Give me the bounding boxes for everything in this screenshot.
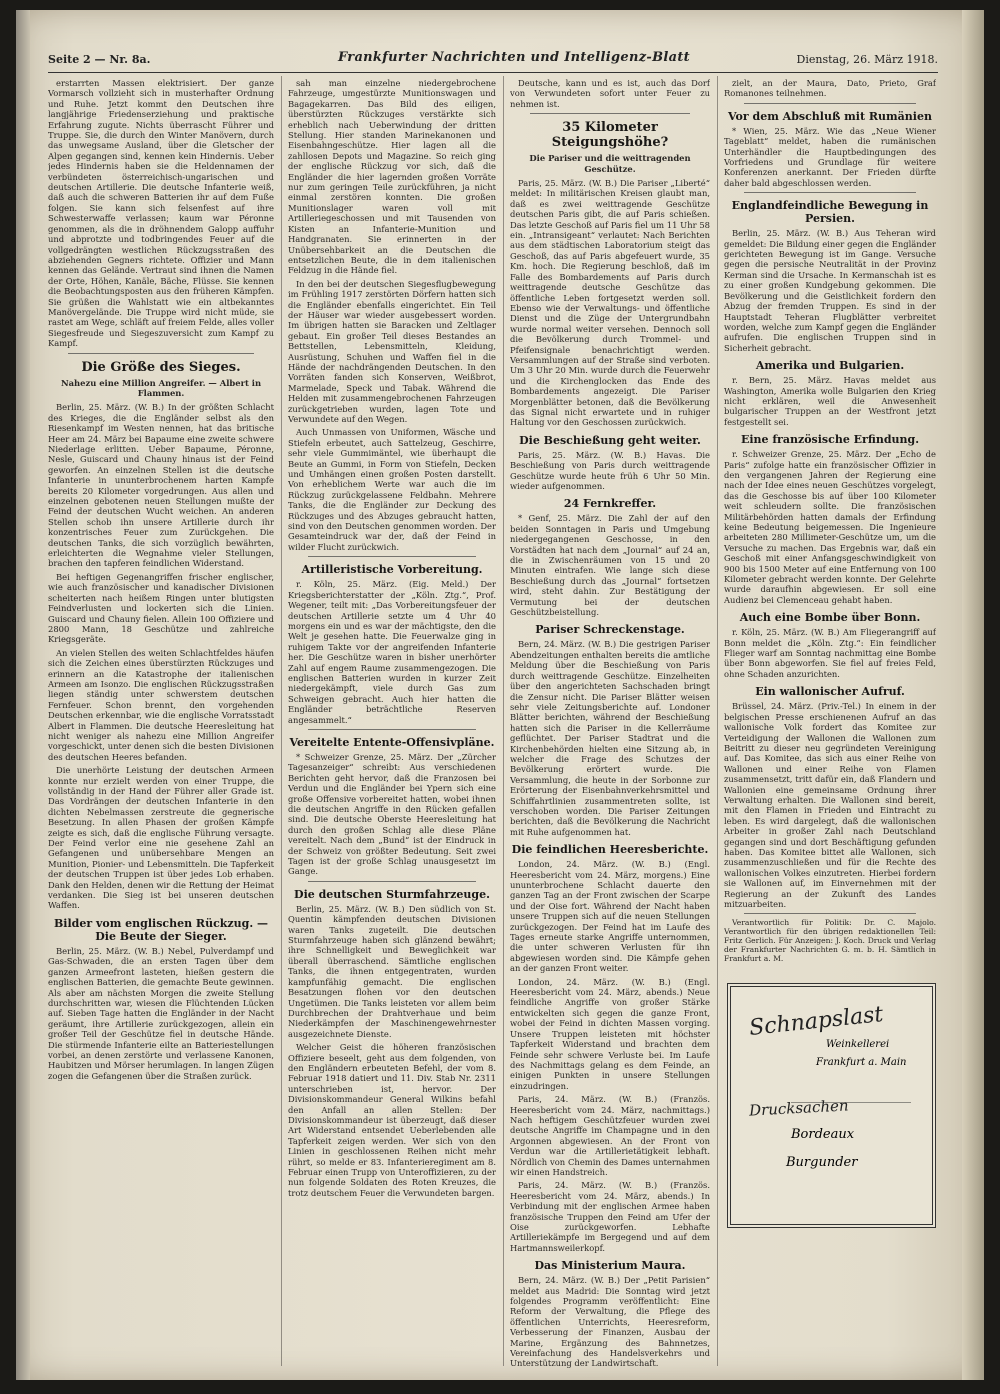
article-paragraph: Berlin, 25. März. (W. B.) Den südlich von St. Quentin kämpfenden deutschen Divisionen waren Tanks zugeteilt. Die deutschen Sturmfahrzeuge haben sich glänzend bewährt; ihre Schnelligkeit und Beweglichkeit war überall überraschend. Sämtliche englischen Tanks, die ihnen entgegentraten, wurden kampfunfähig gemacht. Die englischen Besatzungen flohen vor den deutschen Ungetümen. Die Tanks leisteten vor allem beim Durchbrechen der Drahtverhaue und beim Niederkämpfen der Maschinengewehrnester ausgezeichnete Dienste.: [288, 903, 496, 1039]
article-paragraph: * Schweizer Grenze, 25. März. Der „Zürcher Tagesanzeiger“ schreibt: Aus verschiedenen Berichten geht hervor, daß die Franzosen bei Verdun und die Engländer bei Ypern sich eine große Offensive vorbereitet hatten, wobei ihnen die deutschen Angriffe in den Rücken gefallen sind. Die deutsche Oberste Heeresleitung hat durch den großen Schlag alle diese Pläne vereitelt. Nach dem „Bund“ ist der Eindruck in der Schweiz von größter Bedeutung. Seit zwei Tagen ist der große Schlag unausgesetzt im Gange.: [288, 751, 496, 877]
divider: [68, 353, 254, 354]
column-divider: [281, 76, 282, 1366]
article-paragraph: r. Köln, 25. März. (W. B.) Am Fliegerangriff auf Bonn meldet die „Köln. Ztg.“: Ein feindlicher Flieger warf am Sonntag nachmittag eine Bombe über Bonn abgeworfen. Sie fiel auf freies Feld, ohne Schaden anzurichten.: [724, 627, 936, 679]
article-paragraph: London, 24. März. (W. B.) (Engl. Heeresbericht vom 24. März, morgens.) Eine ununterbrochene Schlacht dauerte den ganzen Tag an der Front zwischen der Scarpe und der Oise fort. Während der Nacht haben unsere Truppen sich auf die neuen Stellungen zurückgezogen. Der Feind hat im Laufe des Tages erneute starke Angriffe unternommen, die unter schweren Verlusten für ihn abgewiesen worden sind. Die Kämpfe gehen an der ganzen Front weiter.: [510, 859, 710, 974]
headline-rumaenien: Vor dem Abschluß mit Rumänien: [728, 109, 932, 123]
article-paragraph: Die unerhörte Leistung der deutschen Armeen konnte nur erzielt werden von einer Truppe, die vollständig in der Hand der Führer aller Grade ist. Das Vordrängen der deutschen Infanterie in den dichten Nebelmassen zerstreute die gegnerische Besetzung. In allen Phasen der großen Kämpfe zeigte es sich, daß die englische Führung versagte. Der Feind verlor eine nie gesehene Zahl an Gefangenen und unübersehbare Mengen an Munition, Pionier- und Lebensmitteln. Die Tapferkeit der deutschen Truppen ist über jedes Lob erhaben. Dank den Helden, denen wir die Rettung der Heimat verdanken. Die Sieg ist bei unseren deutschen Waffen.: [48, 765, 274, 911]
article-paragraph: Paris, 25. März. (W. B.) Die Pariser „Liberté“ meldet: In militärischen Kreisen glaubt man, daß es zwei weittragende Geschütze deutschen Paris gibt, die auf Paris schießen. Das letzte Geschoß auf Paris fiel um 11 Uhr 58 ein. „Intransigeant“ verlautet: Nach Berichten aus dem städtischen Laboratorium steigt das Geschoß, das auf Paris abgefeuert wurde, 35 Km. hoch. Die Regierung beschloß, daß im Falle des Bombardements auf Paris durch weittragende deutsche Geschütze das öffentliche Leben fortgesetzt werden soll. Ebenso wie der Verwaltungs- und öffentliche Dienst und die Züge der Untergrundbahn wurde normal weiter versehen. Dennoch soll die Bevölkerung durch Trommel- und Pfeifensignale benachrichtigt werden. Versammlungen auf der Straße sind verboten. Um 3 Uhr 20 Min. wurde durch die Feuerwehr und die Kirchenglocken das Ende des Bombardements angezeigt. Die Pariser Morgenblätter betonen, daß die Bevölkerung das Signal nicht erwartete und in ruhiger Haltung vor den Geschossen zurückwich.: [510, 178, 710, 428]
column-1: [48, 78, 274, 1368]
divider: [744, 913, 916, 914]
headline-groesse-des-sieges: Die Größe des Sieges.: [81, 359, 241, 375]
article-paragraph: * Wien, 25. März. Wie das „Neue Wiener Tageblatt“ meldet, haben die rumänischen Unterhändler die Hauptbedingungen des Vorfriedens und Grundlage für weitere Konferenzen anerkannt. Der Frieden dürfte daher bald abgeschlossen werden.: [724, 125, 936, 188]
article-paragraph: London, 24. März. (W. B.) (Engl. Heeresbericht vom 24. März, abends.) Neue feindliche Angriffe von großer Stärke entwickelten sich gegen die ganze Front, wobei der Feind in dichten Massen vorging. Unsere Truppen leisteten mit höchster Tapferkeit Widerstand und brachten dem Feinde sehr schwere Verluste bei. Im Laufe des Nachmittags gelang es dem Feinde, an einigen Punkten in unsere Stellungen einzudringen.: [510, 976, 710, 1091]
subheadline: Nahezu eine Million Angreifer. — Albert in Flammen.: [60, 377, 262, 398]
paper-title: Frankfurter Nachrichten und Intelligenz-Blatt: [338, 50, 690, 65]
article-paragraph: zielt, an der Maura, Dato, Prieto, Graf Romanones teilnehmen.: [724, 78, 936, 99]
article-paragraph: sah man einzelne niedergebrochene Fahrzeuge, umgestürzte Munitionswagen und Bagagekarren. Das Bild des eiligen, überstürzten Rückzuges verstärkte sich erheblich nach Ueberwindung der dritten Stellung. Hier standen Marinekanonen und Eisenbahngeschütze. Hier lagen all die zahllosen Depots und Magazine. So reich ging der englische Rückzug vor sich, daß die Engländer die hier lagernden großen Vorräte nur zum geringen Teile zurückführen, ja nicht einmal zerstören konnten. Die großen Munitionslager waren voll mit Artilleriegeschossen und mit Tausenden von Kisten an Infanterie-Munition und Handgranaten. Sie erinnerten in der Unübersehbarkeit an die Deutschen die entsetzlichen Beute, die in dem italienischen Feldzug in die Hände fiel.: [288, 78, 496, 276]
article-paragraph: Bern, 24. März. (W. B.) Der „Petit Parisien“ meldet aus Madrid: Die Sonntag wird jetzt folgendes Programm veröffentlicht: Eine Reform der Verwaltung, die Pflege des öffentlichen Unterrichts, Heeresreform, Verbesserung der Finanzen, Ausbau der Marine, Ergänzung des Bahnnetzes, Vereinfachung des Handelsverkehrs und Unterstützung der Landwirtschaft.: [510, 1275, 710, 1368]
advertisement-box: [727, 983, 936, 1228]
binding-edge: [16, 10, 30, 1380]
page-edge: [962, 10, 984, 1380]
article-paragraph: Berlin, 25. März. (W. B.) In der größten Schlacht des Krieges, die die Engländer selbst als den Riesenkampf im Westen nennen, hat das britische Heer am 24. März bei Bapaume eine zweite schwere Niederlage erlitten. Ueber Bapaume, Péronne, Nesle, Guiscard und Chauny hinaus ist der Feind geworfen. An einzelnen Stellen ist die deutsche Infanterie in ununterbrochenem harten Kampfe bereits 20 Kilometer vorgedrungen. Aus allen und einzelnen gebotenen neuen Stellungen mußte der Feind der deutschen Wucht weichen. An anderen Stellen schob ihn unsere Artillerie durch ihr konzentrisches Feuer zum Zurückgehen. Die deutschen Tanks, die sich vorzüglich bewährten, erleichterten die Wegnahme vieler Stellungen, brachen den tapferen feindlichen Widerstand.: [48, 402, 274, 569]
ad-line: Drucksachen: [748, 1096, 849, 1120]
ad-line: Frankfurt a. Main: [816, 1057, 907, 1068]
headline-entente-offensivplaene: Vereitelte Entente-Offensivpläne.: [289, 735, 495, 749]
ad-headline: Schnapslast: [748, 1002, 885, 1041]
headline-fernkreffer: 24 Fernkreffer.: [563, 497, 657, 511]
ad-line: Bordeaux: [791, 1127, 855, 1142]
article-paragraph: Bern, 24. März. (W. B.) Die gestrigen Pariser Abendzeitungen enthalten bereits die amtliche Meldung über die Beschießung von Paris durch weittragende Geschütze. Einzelheiten über den angerichteten Sachschaden bringt die Zensur nicht. Die Pariser Blätter weisen sehr viele Zeitungsberichte auf. Londoner Blätter berichten, während der Beschießung hatten sich die Pariser in die Kellerräume geflüchtet. Der Pariser Stadtrat und die Kirchenbehörden hielten eine Sitzung ab, in welcher die Frage des Schutzes der Bevölkerung erörtert wurde. Die Versammlung, die heute in der Sorbonne zur Erörterung der Eisenbahnverkehrsmittel und Schiffahrtlinien zusammentreten sollte, ist verschoben worden. Die Pariser Zeitungen berichten, daß die Bevölkerung die Nachricht mit Ruhe aufgenommen hat.: [510, 639, 710, 837]
article-paragraph: r. Bern, 25. März. Havas meldet aus Washington, Amerika wolle Bulgarien den Krieg nicht erklären, weil die Anwesenheit bulgarischer Truppen an der Westfront jetzt festgestellt sei.: [724, 375, 936, 427]
headline-steigungshoehe: 35 Kilometer Steigungshöhe?: [551, 120, 669, 151]
imprint: Verantwortlich für Politik: Dr. C. Majolo. Verantwortlich für den übrigen redaktionellen Teil: Fritz Gerlich. Für Anzeigen: J. Koch. Druck und Verlag der Frankfurter Nachrichten G. m. b. H. Sämtlich in Frankfurt a. M.: [724, 918, 936, 964]
headline-ministerium-maura: Das Ministerium Maura.: [534, 1259, 686, 1273]
headline-wallonischer-aufruf: Ein wallonischer Aufruf.: [755, 685, 905, 699]
headline-sturmfahrzeuge: Die deutschen Sturmfahrzeuge.: [294, 887, 490, 901]
article-paragraph: In den bei der deutschen Siegesflugbewegung im Frühling 1917 zerstörten Dörfern hatten sich die Engländer ebenfalls eingerichtet. Ein Teil der Häuser war wieder ausgebessert worden. Im übrigen hatten sie Baracken und Zeltlager gebaut. Ein großer Teil dieses Bestandes an Bettstellen, Lebensmitteln, Kleidung, Ausrüstung, Schuhen und Waffen fiel in die Hände der nachdrängenden Deutschen. In den Vorräten fanden sich Konserven, Weißbrot, Marmelade, Speck und Tabak. Während die Helden mit zusammengebrochenen Fahrzeugen zurückgetrieben wurden, lagen Tote und Verwundete auf den Wegen.: [288, 278, 496, 424]
headline-persien: Englandfeindliche Bewegung in Persien.: [731, 199, 929, 226]
headline-englischer-rueckzug: Bilder vom englischen Rückzug. — Die Beute der Sieger.: [54, 916, 268, 943]
article-paragraph: Berlin, 25. März. (W. B.) Aus Teheran wird gemeldet: Die Bildung einer gegen die Engländer gerichteten Bewegung ist im Gange. Versuche gegen die persische Neutralität in der Provinz Kerman sind die Ursache. In Kermanschah ist es zu einer großen Kundgebung gekommen. Die Bevölkerung und die Geistlichkeit fordern den Abzug der fremden Truppen. Es sind in der Hauptstadt Teheran Flugblätter verbreitet worden, welche zum Kampf gegen die Engländer aufrufen. Die englischen Truppen sind in Sicherheit gebracht.: [724, 228, 936, 353]
headline-artilleristische-vorbereitung: Artilleristische Vorbereitung.: [301, 563, 483, 577]
headline-franzoesische-erfindung: Eine französische Erfindung.: [740, 433, 920, 447]
column-2: [288, 78, 496, 1368]
column-3: [510, 78, 710, 1368]
article-paragraph: r. Schweizer Grenze, 25. März. Der „Echo de Paris“ zufolge hatte ein französischer Offizier in den vergangenen Jahren der Regierung eine nach der Idee eines neuen Geschützes vorgelegt, das die Geschosse bis auf über 100 Kilometer weit schleudern sollte. Die französischen Militärbehörden hatten damals der Erfindung keine Bedeutung beigemessen. Die Ingenieure arbeiteten 280 Millimeter-Geschütze um, um die Versuche zu machen. Das Ergebnis war, daß ein Geschoß mit einer Anfangsgeschwindigkeit von 900 bis 1500 Meter auf eine Entfernung von 100 Kilometer gebracht werden konnte. Der Gelehrte wurde daraufhin abgewiesen. Er soll eine Audienz bei Clemenceau gehabt haben.: [724, 449, 936, 605]
article-paragraph: Bei heftigen Gegenangriffen frischer englischer, wie auch französischer und kanadischer Divisionen scheiterten nach heißem Ringen unter blutigsten Feindverlusten und lockerten sich die Linien. Guiscard und Chauny fielen. Allein 100 Offiziere und 2800 Mann, 18 Geschütze und zahlreiche Kriegsgeräte.: [48, 571, 274, 645]
page-label: Seite 2 — Nr. 8a.: [48, 53, 151, 66]
article-paragraph: r. Köln, 25. März. (Eig. Meld.) Der Kriegsberichterstatter der „Köln. Ztg.“, Prof. Wegener, teilt mit: „Das Vorbereitungsfeuer der deutschen Artillerie setzte um 4 Uhr 40 morgens ein und es war der mächtigste, den die Welt je gesehen hatte. Die Feuerwalze ging in ruhigem Takte vor der angreifenden Infanterie her. Die Geschütze waren in bisher unerhörter Zahl auf engem Raume zusammengezogen. Die englischen Batterien wurden in kurzer Zeit niedergekämpft, viele durch Gas zum Schweigen gebracht. Auch hier hatten die Engländer beträchtliche Reserven angesammelt.“: [288, 579, 496, 725]
article-paragraph: * Genf, 25. März. Die Zahl der auf den beiden Sonntagen in Paris und Umgebung niedergegangenen Geschosse, in den Vorstädten hat nach dem „Journal“ auf 24 an, die in Zwischenräumen von 15 und 20 Minuten eintrafen. Wie lange sich diese Beschießung durch das „Journal“ fortsetzen wird, steht dahin. Zur Bestätigung der Vermutung bei der deutschen Geschützbeistellung.: [510, 513, 710, 618]
article-paragraph: Berlin, 25. März. (W. B.) Nebel, Pulverdampf und Gas-Schwaden, die an ersten Tagen über dem ganzen Armeefront lasteten, hießen gestern die englischen Batterien, die gemachte Beute gewinnen. Als aber am nächsten Morgen die zweite Stellung durchschritten war, wiesen die Flüchtenden Lücken auf. Sieben Tage hatten die Engländer in der Nacht geräumt, ihre Artillerie zurückgezogen, allein ein großer Teil der Geschütze fiel in deutsche Hände. Die stürmende Infanterie eilte an Batteriestellungen vorbei, an denen zerstörte und verlassene Kanonen, Haubitzen und Mörser herumlagen. In langen Zügen zogen die Gefangenen über die Straßen zurück.: [48, 945, 274, 1081]
headline-bombe-bonn: Auch eine Bombe über Bonn.: [739, 611, 921, 625]
subheadline: Die Pariser und die weittragenden Geschütze.: [529, 153, 691, 174]
divider: [530, 113, 690, 114]
article-paragraph: Paris, 24. März. (W. B.) (Französ. Heeresbericht vom 24. März, nachmittags.) Nach heftigem Geschützfeuer wurden zwei deutsche Angriffe im Champagne und in den Argonnen abgewiesen. An der Front von Verdun war die Artillerietätigkeit lebhaft. Nördlich von Chemin des Dames unternahmen wir einen Handstreich.: [510, 1094, 710, 1177]
headline-beschiessung: Die Beschießung geht weiter.: [519, 433, 701, 447]
divider: [308, 881, 476, 882]
column-divider: [503, 76, 504, 1366]
headline-amerika-bulgarien: Amerika und Bulgarien.: [755, 359, 905, 373]
article-paragraph: An vielen Stellen des weiten Schlachtfeldes häufen sich die Zeichen eines überstürzten Rückzuges und erinnern an die Katastrophe der italienischen Armeen am Isonzo. Die englischen Rückzugsstraßen liegen ständig unter schwerstem deutschen Fernfeuer. Schon brennt, den vorgehenden Deutschen erkennbar, wie die englische Vorratsstadt Albert in Flammen. Die deutsche Heeresleitung hat nicht weniger als nahezu eine Million Angreifer vorgeschickt, unter denen sich die besten Divisionen des deutschen Heeres befanden.: [48, 647, 274, 762]
ad-line: Weinkellerei: [826, 1039, 890, 1050]
article-paragraph: Deutsche, kann und es ist, auch das Dorf von Verwundeten sofort unter Feuer zu nehmen ist.: [510, 78, 710, 109]
article-paragraph: Paris, 25. März. (W. B.) Havas. Die Beschießung von Paris durch weittragende Geschütze wurde heute früh 6 Uhr 50 Min. wieder aufgenommen.: [510, 449, 710, 491]
divider: [308, 556, 476, 557]
headline-schreckenstage: Pariser Schreckenstage.: [535, 623, 685, 637]
issue-date: Dienstag, 26. März 1918.: [796, 53, 938, 66]
ad-line: Burgunder: [786, 1155, 858, 1170]
divider: [308, 729, 476, 730]
column-4: [724, 78, 936, 978]
article-paragraph: Welcher Geist die höheren französischen Offiziere beseelt, geht aus dem folgenden, von den Engländern erbeuteten Befehl, der vom 8. Februar 1918 datiert und 11. Div. Stab Nr. 2311 unterschrieben ist, hervor. Der Divisionskommandeur General Wilkins befahl den Anfall an allen Stellen: Der Divisionskommandeur ist überzeugt, daß dieser Art Widerstand entsendet Ueberlebenden alle Tapferkeit zeigen werden. Wer sich von den Linien in geschlossenen Reihen nicht mehr rührt, so melde er 83. Infanterieregiment am 8. Februar einen Trupp von Unteroffizieren, zu der nun folgende Soldaten des Roten Kreuzes, die trotz deutschem Feuer die Verwundeten bargen.: [288, 1042, 496, 1198]
headline-heeresberichte: Die feindlichen Heeresberichte.: [511, 843, 709, 857]
article-paragraph: Paris, 24. März. (W. B.) (Französ. Heeresbericht vom 24. März, abends.) In Verbindung mit der englischen Armee haben französische Truppen den Feind am Ufer der Oise zurückgeworfen. Lebhafte Artilleriekämpfe im Bergegend und auf dem Hartmannsweilerkopf.: [510, 1180, 710, 1253]
divider: [744, 192, 916, 193]
article-paragraph: Auch Unmassen von Uniformen, Wäsche und Stiefeln erbeutet, auch Sattelzeug, Geschirre, sehr viele Gummimäntel, wie überhaupt die Beute an Gummi, in Form von Stiefeln, Decken und Umhängen einen großen Posten darstellt. Von erheblichem Werte war auch die im Rückzug zurückgelassene Feldbahn. Mehrere Tanks, die die Engländer zur Deckung des Rückzuges und des Abzuges gebraucht hatten, sind von den Deutschen genommen worden. Der Gesamteindruck war der, daß der Feind in wilder Flucht zurückwich.: [288, 427, 496, 552]
masthead-rule: [48, 72, 938, 73]
divider: [744, 103, 916, 104]
article-paragraph: Brüssel, 24. März. (Priv.-Tel.) In einem in der belgischen Presse erschienenen Aufruf an das wallonische Volk fordert das Komitee zur Verteidigung der Wallonen die Wallonen zum Beitritt zu dieser neu gegründeten Vereinigung auf. Das Komitee, das sich aus einer Reihe von Wallonen und einer Reihe von Flamen zusammensetzt, tritt dafür ein, daß Flandern und Wallonien eine gemeinsame Ordnung ihrer Verwaltung erhalten. Die Wallonen sind bereit, mit den Flamen in Frieden und Eintracht zu leben. Es wird dargelegt, daß die wallonischen Arbeiter in großer Zahl nach Deutschland gegangen sind und dort Beschäftigung gefunden haben. Das Komitee bittet alle Wallonen, sich zusammenzuschließen und für die Rechte des wallonischen Volkes einzutreten. Hierbei fordern sie Wallonen auf, im Einvernehmen mit der Regierung an der Zukunft des Landes mitzuarbeiten.: [724, 701, 936, 909]
masthead: [48, 50, 938, 70]
column-divider: [717, 76, 718, 1366]
handwriting-flourish: [791, 1042, 911, 1103]
article-paragraph: erstarrten Massen elektrisiert. Der ganze Vormarsch vollzieht sich in musterhafter Ordnung und Ruhe. Jetzt kommt den Deutschen ihre langjährige Friedenserziehung und praktische Erfahrung zugute. Nichts überrascht Führer und Truppe. Sie, die durch den Winter Manövern, durch das unwegsame Ausland, über die Gletscher der Alpen gegangen sind, kennen kein Hindernis. Ueber jedes Hindernis haben sie die Heldennamen der verbündeten österreichisch-ungarischen und deutschen Artillerie. Die deutsche Infanterie weiß, daß auch die schweren Batterien ihr auf dem Fuße folgen. Sie kann sich felsenfest auf ihre Schwesterwaffe verlassen; kaum war Péronne genommen, als die in dröhnendem Galopp auffuhr und abprotzte und todbringendes Feuer auf die vollgedrängten westlichen Rückzugsstraßen des abziehenden Gegners richtete. Offizier und Mann kennen das Gelände. Vertraut sind ihnen die Namen der Orte, Höhen, Kanäle, Bäche, Flüsse. Sie kennen die Beobachtungsposten aus den früheren Kämpfen. Sie grüßen die Wahlstatt wie ein altbekanntes Manövergelände. Die Truppe wird nicht müde, sie rastet am Wege, schläft auf freiem Felde, alles voller Siegesfreude und Siegeszuversicht zum Kampf zu Kampf.: [48, 78, 274, 349]
